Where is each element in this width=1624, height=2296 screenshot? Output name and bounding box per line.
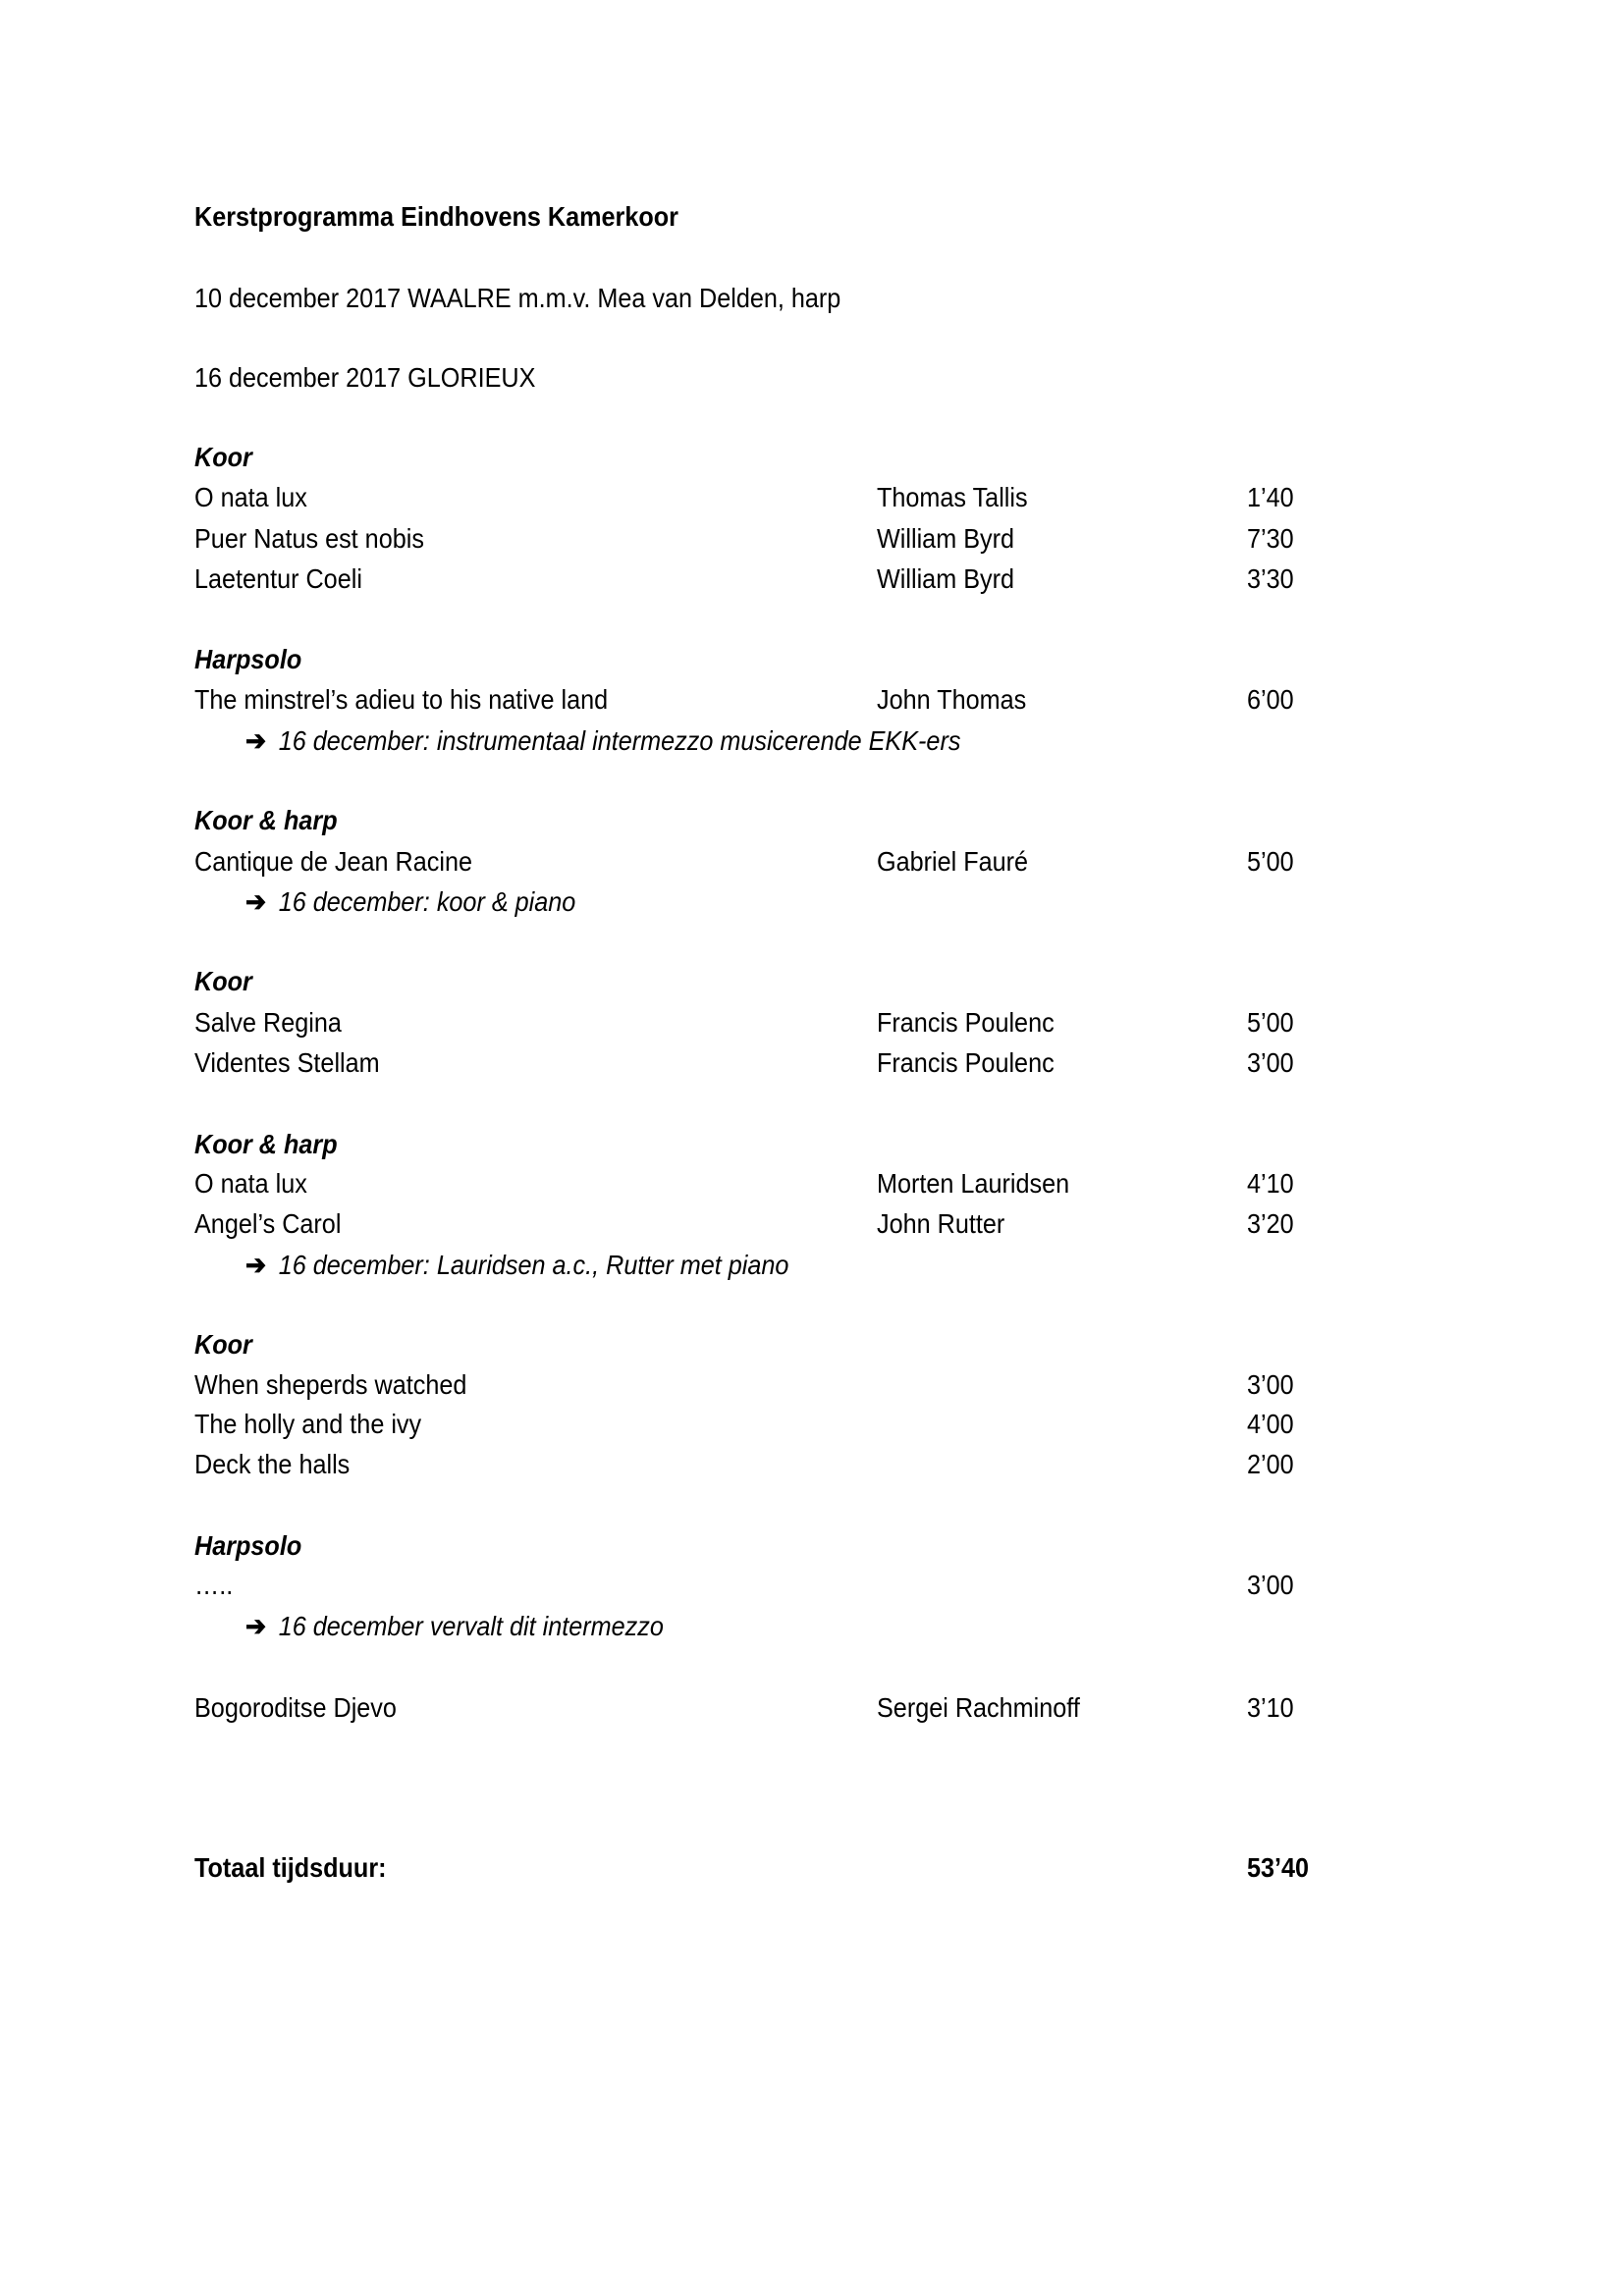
piece-duration: 3’00 — [1247, 1570, 1294, 1600]
total-row — [0, 1851, 1624, 1885]
program-row — [0, 1569, 1624, 1602]
piece-duration: 7’30 — [1247, 523, 1294, 554]
piece-title: Laetentur Coeli — [194, 563, 362, 594]
program-row — [0, 562, 1624, 596]
page-title: Kerstprogramma Eindhovens Kamerkoor — [194, 201, 678, 232]
note-text: 16 december vervalt dit intermezzo — [278, 1611, 664, 1641]
program-row — [0, 1691, 1624, 1725]
piece-composer: Gabriel Fauré — [877, 846, 1029, 877]
section-heading: Harpsolo — [194, 1530, 302, 1561]
note-text: 16 december: Lauridsen a.c., Rutter met piano — [278, 1250, 789, 1280]
piece-title: O nata lux — [194, 482, 307, 512]
piece-title: When sheperds watched — [194, 1369, 467, 1400]
program-row — [0, 1167, 1624, 1201]
piece-duration: 1’40 — [1247, 482, 1294, 512]
program-note — [245, 885, 575, 919]
piece-composer: Francis Poulenc — [877, 1007, 1055, 1038]
piece-composer: Morten Lauridsen — [877, 1168, 1070, 1199]
arrow-right-icon: ➔ — [245, 1250, 267, 1280]
program-row — [0, 845, 1624, 879]
piece-title: Salve Regina — [194, 1007, 342, 1038]
piece-composer: John Thomas — [877, 684, 1027, 715]
section-heading: Koor — [194, 966, 252, 996]
concert-date-1: 10 december 2017 WAALRE m.m.v. Mea van Delden, harp — [194, 283, 841, 313]
program-row — [0, 1448, 1624, 1481]
program-row — [0, 522, 1624, 556]
piece-duration: 5’00 — [1247, 1007, 1294, 1038]
arrow-right-icon: ➔ — [245, 1611, 267, 1641]
program-row — [0, 481, 1624, 514]
piece-duration: 3’30 — [1247, 563, 1294, 594]
piece-composer: John Rutter — [877, 1208, 1005, 1239]
piece-duration: 3’00 — [1247, 1369, 1294, 1400]
total-duration: 53’40 — [1247, 1852, 1310, 1883]
piece-composer: William Byrd — [877, 563, 1015, 594]
program-row — [0, 1368, 1624, 1402]
piece-duration: 4’00 — [1247, 1409, 1294, 1439]
piece-title: Videntes Stellam — [194, 1047, 380, 1078]
piece-duration: 3’00 — [1247, 1047, 1294, 1078]
total-label: Totaal tijdsduur: — [194, 1852, 387, 1883]
note-text: 16 december: koor & piano — [278, 886, 576, 917]
piece-duration: 3’10 — [1247, 1692, 1294, 1723]
piece-title: Deck the halls — [194, 1449, 351, 1479]
piece-title: Cantique de Jean Racine — [194, 846, 473, 877]
piece-duration: 4’10 — [1247, 1168, 1294, 1199]
piece-title: The holly and the ivy — [194, 1409, 422, 1439]
piece-duration: 3’20 — [1247, 1208, 1294, 1239]
program-row — [0, 1046, 1624, 1080]
program-note — [245, 1249, 788, 1282]
piece-title: Bogoroditse Djevo — [194, 1692, 397, 1723]
piece-duration: 2’00 — [1247, 1449, 1294, 1479]
arrow-right-icon: ➔ — [245, 725, 267, 756]
program-note — [245, 1610, 664, 1643]
piece-duration: 6’00 — [1247, 684, 1294, 715]
piece-duration: 5’00 — [1247, 846, 1294, 877]
section-heading: Koor & harp — [194, 805, 338, 835]
section-heading: Koor — [194, 1329, 252, 1360]
program-row — [0, 683, 1624, 717]
piece-title: Angel’s Carol — [194, 1208, 342, 1239]
piece-title: The minstrel’s adieu to his native land — [194, 684, 609, 715]
piece-title: O nata lux — [194, 1168, 307, 1199]
program-row — [0, 1006, 1624, 1040]
piece-composer: Thomas Tallis — [877, 482, 1028, 512]
piece-title: ….. — [194, 1570, 234, 1600]
section-heading: Koor & harp — [194, 1129, 338, 1159]
piece-title: Puer Natus est nobis — [194, 523, 424, 554]
section-heading: Koor — [194, 442, 252, 472]
program-row — [0, 1207, 1624, 1241]
piece-composer: Francis Poulenc — [877, 1047, 1055, 1078]
concert-date-2: 16 december 2017 GLORIEUX — [194, 362, 536, 393]
piece-composer: William Byrd — [877, 523, 1015, 554]
program-row — [0, 1408, 1624, 1441]
program-note — [245, 724, 960, 758]
note-text: 16 december: instrumentaal intermezzo musicerende EKK-ers — [278, 725, 961, 756]
arrow-right-icon: ➔ — [245, 886, 267, 917]
section-heading: Harpsolo — [194, 644, 302, 674]
piece-composer: Sergei Rachminoff — [877, 1692, 1080, 1723]
